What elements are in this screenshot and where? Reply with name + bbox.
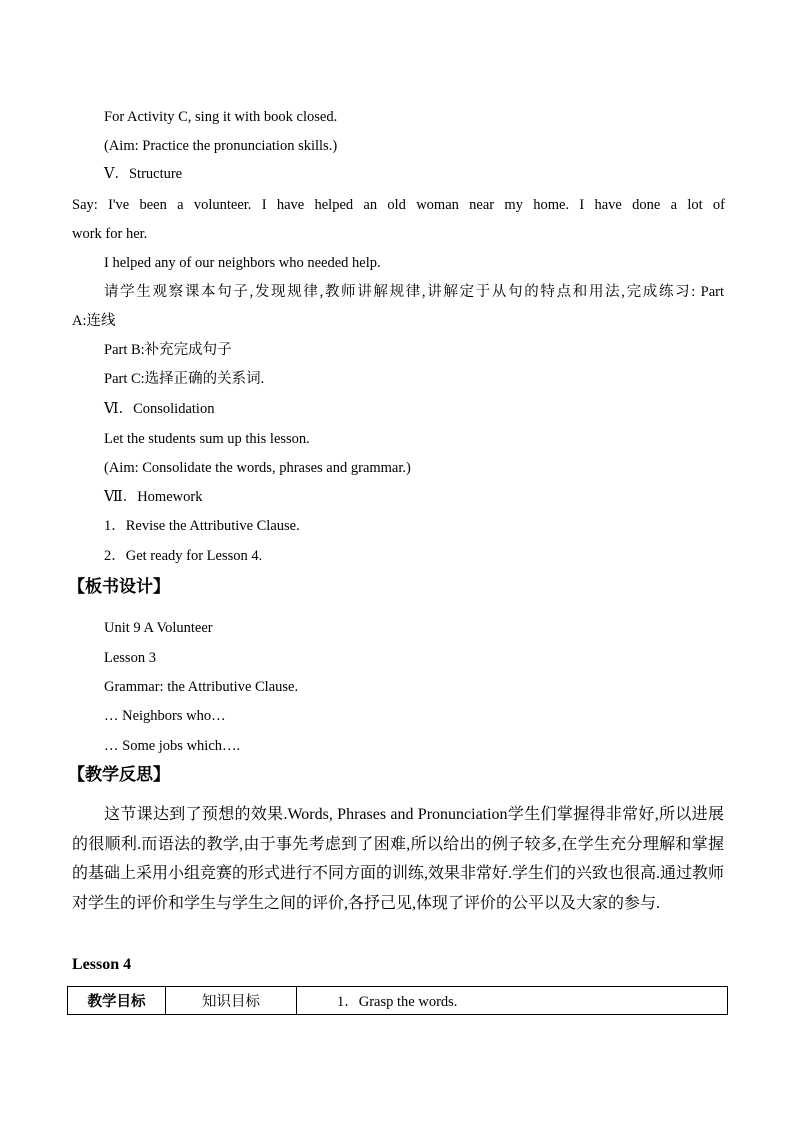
- task-line-2: A:连线: [72, 313, 116, 329]
- objectives-table: [67, 986, 728, 1015]
- helped-line: I helped any of our neighbors who needed help.: [104, 255, 381, 271]
- consolidation-aim: (Aim: Consolidate the words, phrases and grammar.): [104, 460, 411, 476]
- objective-item-cell: 1．Grasp the words.: [297, 987, 728, 1015]
- aim-pronunciation-line: (Aim: Practice the pronunciation skills.): [104, 138, 338, 154]
- lesson-4-title: Lesson 4: [72, 956, 132, 973]
- part-b-line: Part B:补充完成句子: [104, 342, 232, 358]
- board-line-jobs: … Some jobs which….: [104, 738, 241, 754]
- board-line-neighbors: … Neighbors who…: [104, 708, 226, 724]
- say-line-1: Say: I've been a volunteer. I have helped an old woman near my home. I have done a lot of: [72, 197, 725, 213]
- say-line-2: work for her.: [72, 226, 148, 242]
- objectives-label-cell: 教学目标: [68, 987, 166, 1015]
- knowledge-objective-cell: 知识目标: [166, 987, 297, 1015]
- activity-c-line: For Activity C, sing it with book closed.: [104, 109, 338, 125]
- reflection-heading: 【教学反思】: [68, 765, 170, 785]
- homework-heading: Ⅶ．Homework: [104, 489, 203, 505]
- structure-heading: Ⅴ．Structure: [104, 166, 183, 182]
- board-design-heading: 【板书设计】: [68, 577, 170, 597]
- task-line-1: 请学生观察课本句子,发现规律,教师讲解规律,讲解定于从句的特点和用法,完成练习: Part: [104, 284, 724, 300]
- board-line-grammar: Grammar: the Attributive Clause.: [104, 679, 299, 695]
- part-c-line: Part C:选择正确的关系词.: [104, 371, 265, 387]
- reflection-paragraph: 这节课达到了预想的效果.Words, Phrases and Pronunciation学生们掌握得非常好,所以进展的很顺利.而语法的教学,由于事先考虑到了困难,所以给出的例子较多,在学生充分理解和掌握的基础上采用小组竞赛的形式进行不同方面的训练,效果非常好.学生们的兴致也很高.通过教师对学生的评价和学生与学生之间的评价,各抒己见,体现了评价的公平以及大家的参与.: [72, 806, 725, 912]
- table-row: [68, 987, 728, 1015]
- homework-item-2: 2．Get ready for Lesson 4.: [104, 548, 263, 564]
- consolidation-heading: Ⅵ．Consolidation: [104, 401, 215, 417]
- board-line-unit: Unit 9 A Volunteer: [104, 620, 213, 636]
- board-line-lesson: Lesson 3: [104, 650, 156, 666]
- consolidation-text: Let the students sum up this lesson.: [104, 431, 310, 447]
- homework-item-1: 1．Revise the Attributive Clause.: [104, 518, 300, 534]
